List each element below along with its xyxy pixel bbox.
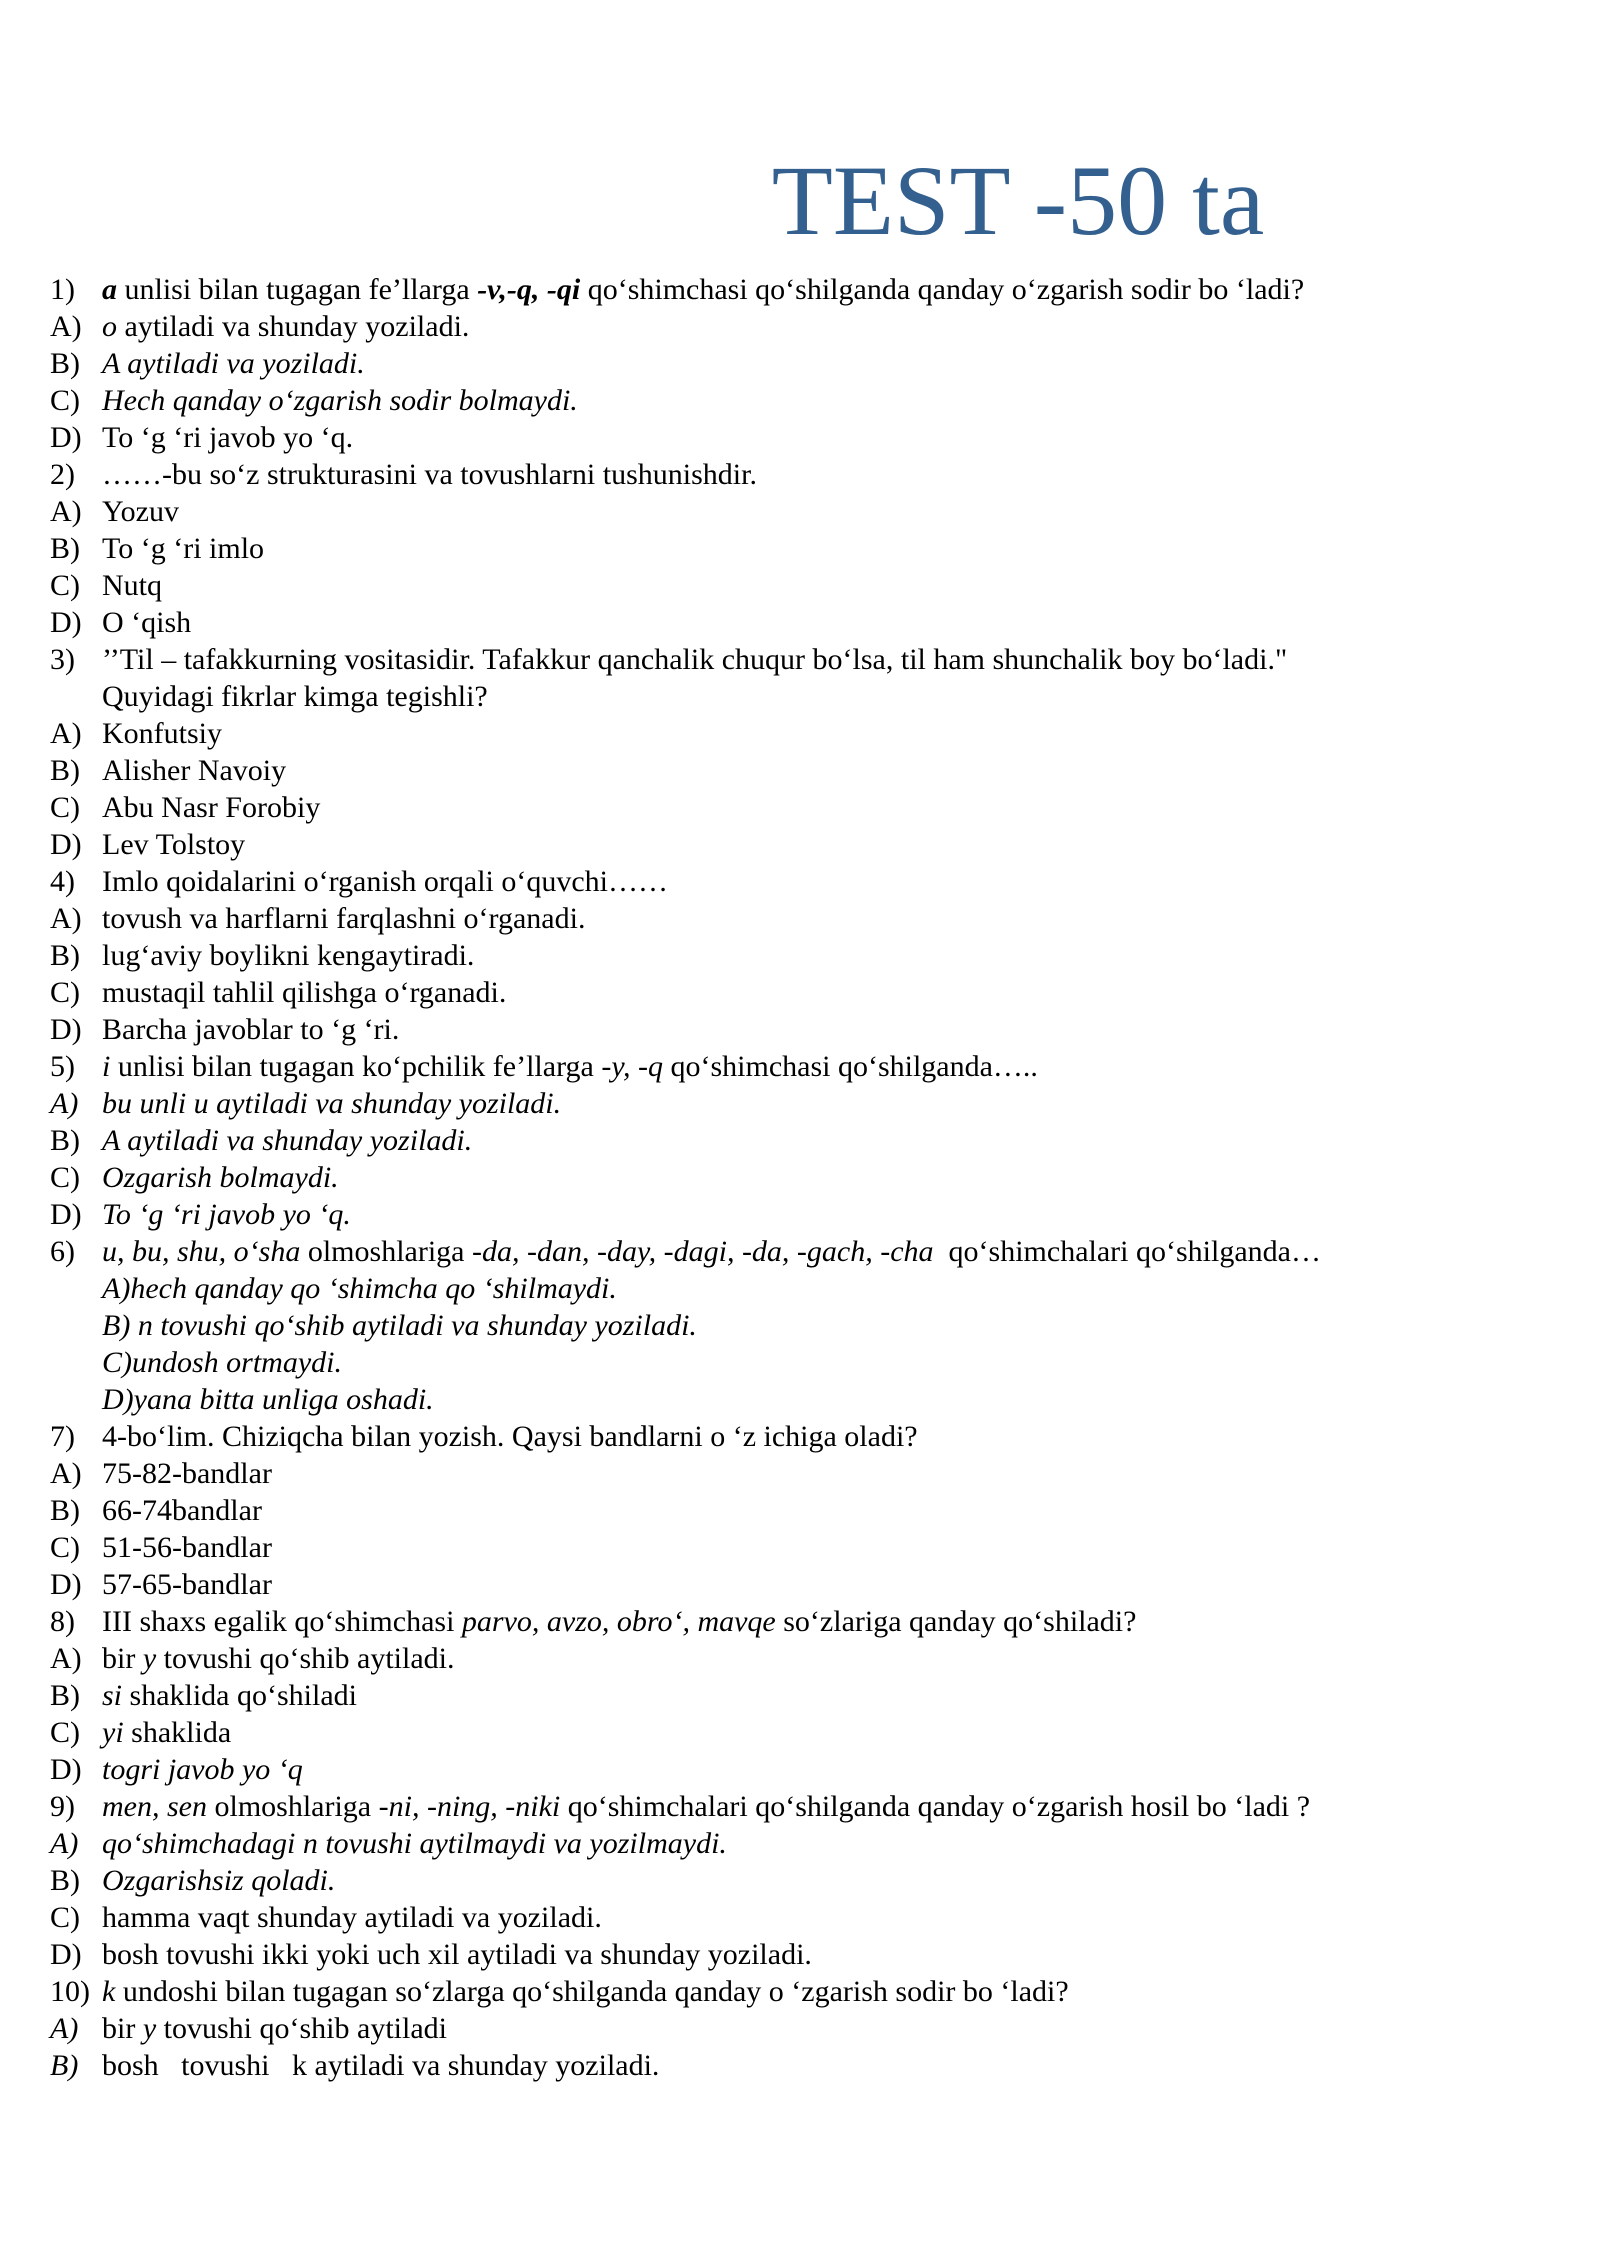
- line-marker: 1): [50, 273, 75, 306]
- line-text: Barcha javoblar to ‘g ‘ri.: [102, 1013, 400, 1046]
- option-line: [50, 1936, 1580, 1973]
- line-text: lug‘aviy boylikni kengaytiradi.: [102, 939, 475, 972]
- line-text: Ozgarishsiz qoladi.: [102, 1864, 336, 1897]
- line-marker: A): [50, 1642, 82, 1675]
- option-line: [50, 789, 1580, 826]
- line-marker: 4): [50, 865, 75, 898]
- option-line: [50, 1085, 1580, 1122]
- line-text: A aytiladi va shunday yoziladi.: [102, 1124, 473, 1157]
- option-line: [50, 752, 1580, 789]
- line-marker: B): [50, 347, 80, 380]
- line-marker: C): [50, 569, 80, 602]
- line-text: Nutq: [102, 569, 162, 602]
- option-line: [50, 1270, 1580, 1307]
- line-marker: 2): [50, 458, 75, 491]
- line-marker: D): [50, 828, 82, 861]
- line-text: To ‘g ‘ri javob yo ‘q.: [102, 1198, 351, 1231]
- line-text: Ozgarish bolmaydi.: [102, 1161, 339, 1194]
- line-marker: 7): [50, 1420, 75, 1453]
- line-text: Abu Nasr Forobiy: [102, 791, 321, 824]
- line-marker: B): [50, 939, 80, 972]
- line-marker: B): [50, 1124, 80, 1157]
- page-title: TEST -50 ta: [771, 145, 1265, 256]
- line-marker: [50, 1381, 102, 1418]
- option-line: [50, 937, 1580, 974]
- question-line: [50, 1973, 1580, 2010]
- line-text: 66-74bandlar: [102, 1494, 262, 1527]
- option-line: [50, 530, 1580, 567]
- option-line: [50, 1640, 1580, 1677]
- line-text: bu unli u aytiladi va shunday yoziladi.: [102, 1087, 562, 1120]
- line-text: Konfutsiy: [102, 717, 222, 750]
- option-line: [50, 1011, 1580, 1048]
- line-marker: [50, 678, 102, 715]
- line-text: i unlisi bilan tugagan ko‘pchilik fe’llarga -y, -q qo‘shimchasi qo‘shilganda…..: [102, 1050, 1038, 1083]
- option-line: [50, 1862, 1580, 1899]
- line-marker: C): [50, 1716, 80, 1749]
- question-line: [50, 271, 1580, 308]
- line-text: 75-82-bandlar: [102, 1457, 272, 1490]
- option-line: [50, 1159, 1580, 1196]
- option-line: [50, 1492, 1580, 1529]
- line-text: Lev Tolstoy: [102, 828, 246, 861]
- option-line: [50, 900, 1580, 937]
- question-line: [50, 863, 1580, 900]
- question-line: [50, 456, 1580, 493]
- option-line: [50, 1196, 1580, 1233]
- line-marker: B): [50, 1679, 80, 1712]
- line-text: D)yana bitta unliga oshadi.: [102, 1383, 434, 1416]
- line-text: Hech qanday o‘zgarish sodir bolmaydi.: [102, 384, 578, 417]
- line-marker: C): [50, 384, 80, 417]
- line-text: B) n tovushi qo‘shib aytiladi va shunday yoziladi.: [102, 1309, 697, 1342]
- option-line: [50, 493, 1580, 530]
- question-line: [50, 1603, 1580, 1640]
- question-line: [50, 1418, 1580, 1455]
- line-marker: 5): [50, 1050, 75, 1083]
- line-text: Quyidagi fikrlar kimga tegishli?: [102, 680, 488, 713]
- line-text: yi shaklida: [102, 1716, 232, 1749]
- line-text: togri javob yo ‘q: [102, 1753, 303, 1786]
- option-line: [50, 382, 1580, 419]
- option-line: [50, 604, 1580, 641]
- option-line: [50, 974, 1580, 1011]
- line-marker: [50, 1270, 102, 1307]
- line-text: bir y tovushi qo‘shib aytiladi.: [102, 1642, 455, 1675]
- option-line: [50, 678, 1580, 715]
- line-text: bosh tovushi ikki yoki uch xil aytiladi va shunday yoziladi.: [102, 1938, 812, 1971]
- line-marker: D): [50, 1568, 82, 1601]
- question-line: [50, 1048, 1580, 1085]
- line-text: O ‘qish: [102, 606, 192, 639]
- line-text: Imlo qoidalarini o‘rganish orqali o‘quvchi……: [102, 865, 669, 898]
- line-marker: B): [50, 532, 80, 565]
- line-marker: B): [50, 1864, 80, 1897]
- option-line: [50, 419, 1580, 456]
- line-marker: A): [50, 2012, 79, 2045]
- option-line: [50, 308, 1580, 345]
- option-line: [50, 1344, 1580, 1381]
- line-text: k undoshi bilan tugagan so‘zlarga qo‘shilganda qanday o ‘zgarish sodir bo ‘ladi?: [102, 1975, 1069, 2008]
- line-text: si shaklida qo‘shiladi: [102, 1679, 357, 1712]
- line-text: Yozuv: [102, 495, 179, 528]
- line-marker: A): [50, 1457, 82, 1490]
- line-marker: B): [50, 2049, 79, 2082]
- line-text: bir y tovushi qo‘shib aytiladi: [102, 2012, 447, 2045]
- line-text: qo‘shimchadagi n tovushi aytilmaydi va yozilmaydi.: [102, 1827, 727, 1860]
- question-list: [0, 271, 1600, 2084]
- line-marker: 8): [50, 1605, 75, 1638]
- line-marker: D): [50, 421, 82, 454]
- line-text: u, bu, shu, o‘sha olmoshlariga -da, -dan, -day, -dagi, -da, -gach, -cha qo‘shimchalari qo‘shilganda…: [102, 1235, 1321, 1268]
- line-marker: B): [50, 754, 80, 787]
- option-line: [50, 1455, 1580, 1492]
- line-marker: C): [50, 1901, 80, 1934]
- question-line: [50, 1233, 1580, 1270]
- question-line: [50, 1788, 1580, 1825]
- option-line: [50, 2010, 1580, 2047]
- line-marker: A): [50, 902, 82, 935]
- line-marker: A): [50, 1087, 79, 1120]
- option-line: [50, 1122, 1580, 1159]
- line-text: o aytiladi va shunday yoziladi.: [102, 310, 470, 343]
- option-line: [50, 1899, 1580, 1936]
- line-marker: C): [50, 976, 80, 1009]
- line-marker: C): [50, 1161, 80, 1194]
- option-line: [50, 1381, 1580, 1418]
- line-text: 51-56-bandlar: [102, 1531, 272, 1564]
- line-marker: D): [50, 606, 82, 639]
- option-line: [50, 345, 1580, 382]
- line-text: men, sen olmoshlariga -ni, -ning, -niki qo‘shimchalari qo‘shilganda qanday o‘zgarish hosil bo ‘ladi ?: [102, 1790, 1311, 1823]
- line-marker: 3): [50, 643, 75, 676]
- option-line: [50, 826, 1580, 863]
- line-marker: A): [50, 310, 82, 343]
- line-marker: A): [50, 1827, 79, 1860]
- line-text: III shaxs egalik qo‘shimchasi parvo, avzo, obro‘, mavqe so‘zlariga qanday qo‘shiladi?: [102, 1605, 1137, 1638]
- line-marker: D): [50, 1753, 82, 1786]
- line-text: To ‘g ‘ri imlo: [102, 532, 265, 565]
- line-marker: D): [50, 1938, 82, 1971]
- line-marker: C): [50, 1531, 80, 1564]
- line-marker: 10): [50, 1975, 90, 2008]
- option-line: [50, 567, 1580, 604]
- line-text: hamma vaqt shunday aytiladi va yoziladi.: [102, 1901, 602, 1934]
- line-marker: 6): [50, 1235, 75, 1268]
- line-marker: [50, 1344, 102, 1381]
- line-text: A)hech qanday qo ‘shimcha qo ‘shilmaydi.: [102, 1272, 617, 1305]
- line-text: bosh tovushi k aytiladi va shunday yoziladi.: [102, 2049, 660, 2082]
- option-line: [50, 1751, 1580, 1788]
- option-line: [50, 715, 1580, 752]
- option-line: [50, 1307, 1580, 1344]
- line-marker: 9): [50, 1790, 75, 1823]
- line-marker: C): [50, 791, 80, 824]
- question-line: [50, 641, 1580, 678]
- option-line: [50, 1529, 1580, 1566]
- line-marker: B): [50, 1494, 80, 1527]
- line-marker: A): [50, 717, 82, 750]
- line-text: To ‘g ‘ri javob yo ‘q.: [102, 421, 354, 454]
- line-text: Alisher Navoiy: [102, 754, 287, 787]
- option-line: [50, 1714, 1580, 1751]
- line-marker: D): [50, 1013, 82, 1046]
- option-line: [50, 1825, 1580, 1862]
- option-line: [50, 1566, 1580, 1603]
- line-text: A aytiladi va yoziladi.: [102, 347, 365, 380]
- line-marker: D): [50, 1198, 82, 1231]
- option-line: [50, 1677, 1580, 1714]
- option-line: [50, 2047, 1580, 2084]
- line-marker: [50, 1307, 102, 1344]
- line-text: ……-bu so‘z strukturasini va tovushlarni tushunishdir.: [102, 458, 757, 491]
- line-text: mustaqil tahlil qilishga o‘rganadi.: [102, 976, 507, 1009]
- line-marker: A): [50, 495, 82, 528]
- line-text: 4-bo‘lim. Chiziqcha bilan yozish. Qaysi bandlarni o ‘z ichiga oladi?: [102, 1420, 918, 1453]
- line-text: C)undosh ortmaydi.: [102, 1346, 342, 1379]
- line-text: a unlisi bilan tugagan fe’llarga -v,-q, -qi qo‘shimchasi qo‘shilganda qanday o‘zgarish sodir bo ‘ladi?: [102, 273, 1305, 306]
- line-text: ’’Til – tafakkurning vositasidir. Tafakkur qanchalik chuqur bo‘lsa, til ham shunchalik boy bo‘ladi.": [102, 643, 1288, 676]
- line-text: tovush va harflarni farqlashni o‘rganadi.: [102, 902, 586, 935]
- line-text: 57-65-bandlar: [102, 1568, 272, 1601]
